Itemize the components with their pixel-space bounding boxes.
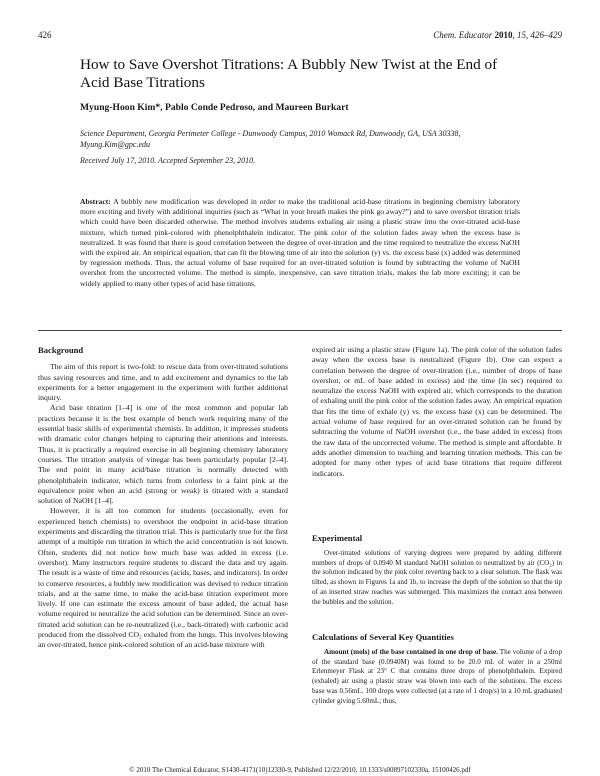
abstract-label: Abstract: bbox=[80, 197, 111, 206]
background-paragraph: However, it is all too common for students (occasionally, even for experienced bench chemists) to overshoot the endpoint in acid-base titration experiments and discarding the titration trial. This is particularly true for the first attempt of a multiple run titration in which the acid concentration is not known. Often, students did not notice how much base was added in excess (i.e. overshot). Many instructors require students to discard the data and try again. The result is a waste of time and resources (acids, bases, and indicators). In order to conserve resources, a bubbly new modification was devised to reduce titration trials, and at the same time, to make the acid-base titration experiment more lively. If one can estimate the excess amount of base added, the actual base volume required to neutralize the acid solution can be determined. Since an over-titrated acid solution can be re-neutralized (i.e., back-titrated) with carbonic acid produced from the dissolved CO₂ exhaled from the lungs. This involves blowing an over-titrated, hence pink-colored solution of an acid-base mixture with bbox=[38, 506, 288, 650]
calculations-section bbox=[312, 648, 562, 706]
author-list: Myung-Hoon Kim*, Pablo Conde Pedroso, and Maureen Burkart bbox=[80, 102, 349, 113]
background-paragraph: The aim of this report is two-fold: to rescue data from over-titrated solutions thus saving resources and time, and to add excitement and dynamics to the lab experiments for a better engagement in the experiment with further additional inquiry. bbox=[38, 362, 288, 403]
experimental-section bbox=[312, 549, 562, 607]
abstract-divider bbox=[38, 330, 562, 331]
journal-volume-pages: 15, 426–429 bbox=[517, 30, 562, 40]
journal-year: 2010 bbox=[494, 30, 513, 40]
abstract-text: A bubbly new modification was developed in order to make the traditional acid-base titrations in beginning chemistry laboratory more exciting and lively with additional inquiries (such as “What in your breath makes the pink go away?”) and to save overshot titration trials which could have been discarded otherwise. The method involves students exhaling air using a plastic straw into the over-titrated acid-base mixture, which turned pink-colored with phenolphthalein indicator. The pink color of the solution fades away when the excess base is neutralized. It was found that there is good correlation between the degree of over-titration and the time required to neutralize the excess NaOH with the expired air. An empirical equation, that can fit the blowing time of air into the solution (y) vs. the excess base (x) added was determined by regression methods. Thus, the actual volume of base required for an over-titrated solution is found by subtracting the volume of NaOH overshot from the uncorrected volume. The method is simple, inexpensive, can save titration trials, makes the lab more exciting; it can be widely applied to many other types of acid base titrations. bbox=[80, 197, 520, 288]
background-paragraph: Acid base titration [1–4] is one of the most common and popular lab practices because it is the best example of bench work requiring many of the essential basic skills of experimental chemists. In addition, it impresses students with dramatic color changes helping to capturing their attentions and interests. Thus, it is practically a required exercise in all beginning chemistry laboratory courses. The titration analysis of vinegar has been particularly popular [2–4]. The end point in many acid/base titration is normally detected with phenolphthalein indicator, which turns from colorless to a faint pink at the equivalence point when an acid (strong or weak) is titrated with a standard solution of NaOH [1–4]. bbox=[38, 403, 288, 506]
background-paragraph-continued: expired air using a plastic straw (Figure 1a). The pink color of the solution fades away when the excess base is neutralized (Figure 1b). One can expect a correlation between the degree of over-titration (i.e., number of drops of base overshot, or mL of base added in excess) and the time (in sec) required to neutralize the excess NaOH with expired air, which corresponds to the duration of exhaling until the pink color of the solution fades away. An empirical equation that fits the time of exhale (y) vs. the excess base (x) can be determined. The actual volume of base required for an over-titrated solution can be found by subtracting the volume of NaOH overshot (i.e., the base added in excess) from the raw data of the uncorrected volume. The method is simple and affordable. It adds another dimension to teaching and learning titration methods. This can be adopted for many other types of acid base titrations that require different indicators. bbox=[312, 345, 562, 478]
calculations-heading: Calculations of Several Key Quantities bbox=[312, 632, 454, 642]
left-column bbox=[38, 345, 288, 651]
journal-name: Chem. Educator bbox=[433, 30, 493, 40]
journal-header: Chem. Educator 2010, 15, 426–429 bbox=[433, 30, 562, 40]
calculations-text: The volume of a drop of the standard base (0.0940M) was found to be 20.0 mL of water in a 250ml Erlenmeyer Flask at 23° C that contains three drops of phenolphthalein. Expired (exhaled) air using a plastic straw was blown into each of the solutions. The excess base was 0.56mL. 100 drops were collected (at a rate of 1 drop/s) in a 10 mL graduated cylinder giving 5.60mL; thus, bbox=[312, 648, 562, 705]
right-column bbox=[312, 345, 562, 479]
background-heading: Background bbox=[38, 345, 84, 355]
page-number: 426 bbox=[38, 30, 52, 40]
calculations-paragraph bbox=[312, 648, 562, 706]
abstract bbox=[80, 197, 520, 289]
calculations-lead: Amount (mols) of the base contained in one drop of base. bbox=[324, 648, 498, 656]
experimental-heading: Experimental bbox=[312, 533, 363, 543]
article-title: How to Save Overshot Titrations: A Bubbly New Twist at the End of Acid Base Titrations bbox=[80, 56, 498, 91]
experimental-paragraph: Over-titrated solutions of varying degrees were prepared by adding different numbers of drops of 0.0940 M standard NaOH solution to neutralized by air (CO₂) in the solution indicated by the pink color reverting back to a clear solution. The flask was tilted, as shown in Figures 1a and 1b, to increase the depth of the solution so that the tip of an inserted straw reaches was submerged. This maximizes the contact area between the bubbles and the solution. bbox=[312, 549, 562, 606]
page-footer: © 2010 The Chemical Educator, S1430-4171(10)12330-9, Published 12/22/2010, 10.1333/s00897102330a, 15100426.pdf bbox=[129, 766, 471, 774]
received-dates: Received July 17, 2010. Accepted September 23, 2010. bbox=[80, 156, 256, 165]
affiliation: Science Department, Georgia Perimeter College - Dunwoody Campus, 2010 Womack Rd, Dunwoody, GA, USA 30338, Myung.Kim@gpc.edu bbox=[80, 129, 461, 149]
